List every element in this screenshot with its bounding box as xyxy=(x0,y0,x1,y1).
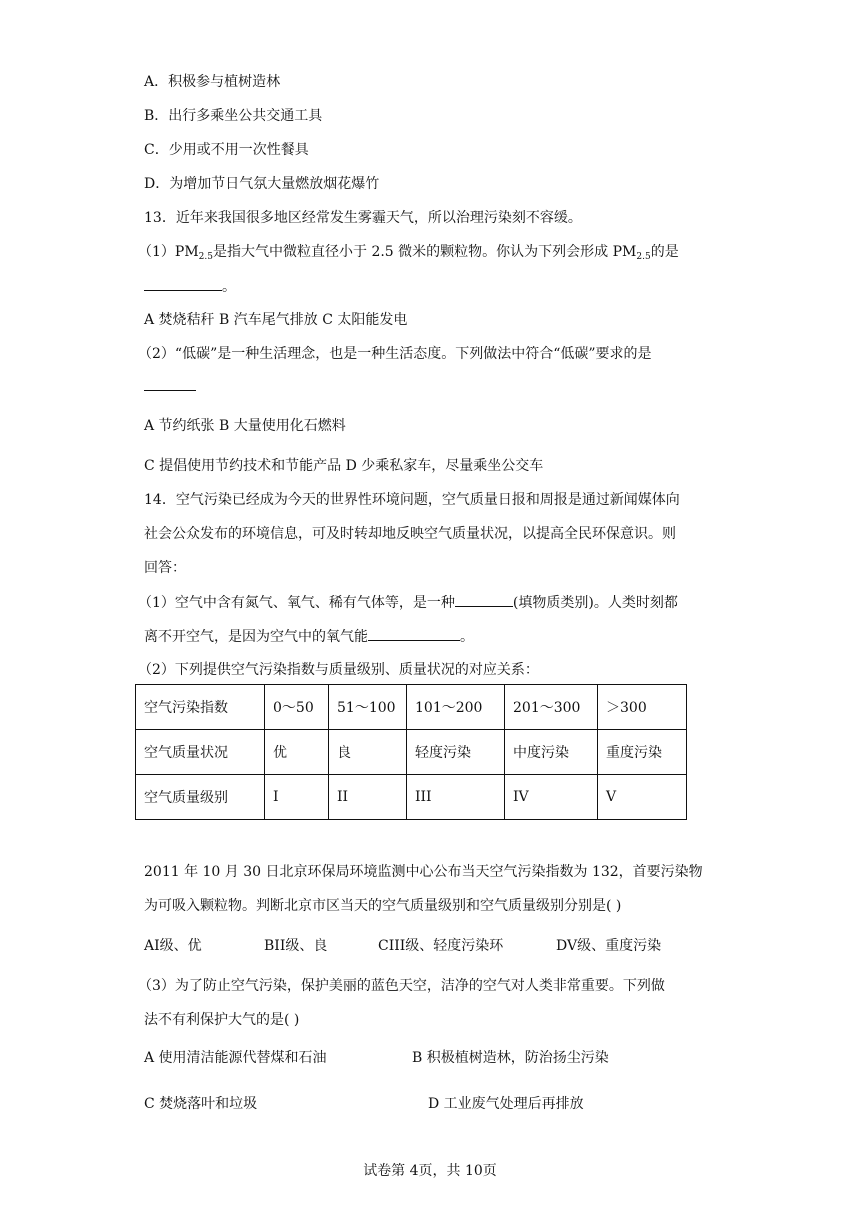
table-cell: II xyxy=(329,775,407,820)
table-cell: 中度污染 xyxy=(505,730,598,775)
answer-blank[interactable] xyxy=(368,626,460,641)
table-row xyxy=(136,685,687,730)
q13-part1 xyxy=(138,242,679,264)
q13-part2-blank-line xyxy=(144,376,196,397)
q14-part1-a xyxy=(138,592,678,613)
q14-part3-option-c: C 焚烧落叶和垃圾 xyxy=(144,1096,258,1112)
option-d: D．为增加节日气氛大量燃放烟花爆竹 xyxy=(144,176,380,192)
q14-part1-b-post: 。 xyxy=(460,629,474,645)
q13-part1-tail: 。 xyxy=(222,279,236,295)
answer-blank[interactable] xyxy=(144,376,196,391)
q14-part2-option-c: CIII级、轻度污染环 xyxy=(378,938,504,954)
table-row xyxy=(136,775,687,820)
q13-part2-options-2: C 提倡使用节约技术和节能产品 D 少乘私家车，尽量乘坐公交车 xyxy=(144,458,544,474)
table-cell: 良 xyxy=(329,730,407,775)
option-c: C．少用或不用一次性餐具 xyxy=(144,142,309,158)
q14-part2-option-d: DV级、重度污染 xyxy=(556,938,662,954)
q14-part2-intro: （2）下列提供空气污染指数与质量级别、质量状况的对应关系： xyxy=(138,662,539,678)
option-a: A．积极参与植树造林 xyxy=(144,74,281,90)
q14-part2-text-1: 2011 年 10 月 30 日北京环保局环境监测中心公布当天空气污染指数为 132，首要污染物 xyxy=(144,864,703,880)
table-cell: 0～50 xyxy=(265,685,329,730)
q13-part1-mid: 是指大气中微粒直径小于 2.5 微米的颗粒物。你认为下列会形成 PM xyxy=(213,244,637,260)
q14-part2-option-b: BII级、良 xyxy=(264,938,328,954)
q13-part1-end: 的是 xyxy=(650,244,679,260)
option-b: B．出行多乘坐公共交通工具 xyxy=(144,108,323,124)
table-cell: 51～100 xyxy=(329,685,407,730)
table-cell: III xyxy=(407,775,505,820)
q13-part1-blank-line xyxy=(144,276,236,297)
q14-part3-option-d: D 工业废气处理后再排放 xyxy=(428,1096,584,1112)
q13-part1-sub2: 2.5 xyxy=(636,252,651,262)
q14-part3-1: （3）为了防止空气污染，保护美丽的蓝色天空，洁净的空气对人类非常重要。下列做 xyxy=(138,978,665,994)
q14-stem-3: 回答： xyxy=(144,560,186,576)
q13-part1-options: A 焚烧秸秆 B 汽车尾气排放 C 太阳能发电 xyxy=(144,312,408,328)
q14-part1-b-pre: 离不开空气，是因为空气中的氧气能 xyxy=(144,629,368,645)
table-cell: 空气质量级别 xyxy=(136,775,265,820)
q14-part3-option-b: B 积极植树造林，防治扬尘污染 xyxy=(412,1050,609,1066)
table-cell: 优 xyxy=(265,730,329,775)
table-cell: 重度污染 xyxy=(598,730,687,775)
q13-part1-pre: （1）PM xyxy=(138,244,199,260)
table-cell: 101～200 xyxy=(407,685,505,730)
table-cell: 空气污染指数 xyxy=(136,685,265,730)
table-row xyxy=(136,730,687,775)
q13-part2: （2）“低碳”是一种生活理念，也是一种生活态度。下列做法中符合“低碳”要求的是 xyxy=(138,346,652,362)
q14-part1-a-pre: （1）空气中含有氮气、氧气、稀有气体等，是一种 xyxy=(138,595,455,611)
table-cell: I xyxy=(265,775,329,820)
page-footer: 试卷第 4页，共 10页 xyxy=(363,1163,497,1179)
q13-stem: 13．近年来我国很多地区经常发生雾霾天气，所以治理污染刻不容缓。 xyxy=(144,210,582,226)
q14-stem-2: 社会公众发布的环境信息，可及时转却地反映空气质量状况，以提高全民环保意识。则 xyxy=(144,526,676,542)
q14-part2-option-a: AI级、优 xyxy=(144,938,202,954)
air-quality-table xyxy=(135,684,687,820)
table-cell: 轻度污染 xyxy=(407,730,505,775)
q13-part2-options-1: A 节约纸张 B 大量使用化石燃料 xyxy=(144,418,346,434)
table-cell: 201～300 xyxy=(505,685,598,730)
answer-blank[interactable] xyxy=(455,592,513,607)
q14-part2-text-2: 为可吸入颗粒物。判断北京市区当天的空气质量级别和空气质量级别分别是( ) xyxy=(144,898,622,914)
q14-part3-2: 法不有利保护大气的是( ) xyxy=(144,1012,300,1028)
table-cell: IV xyxy=(505,775,598,820)
table-cell: 空气质量状况 xyxy=(136,730,265,775)
q14-part1-b xyxy=(144,626,474,647)
answer-blank[interactable] xyxy=(144,276,222,291)
q13-part1-sub: 2.5 xyxy=(198,252,213,262)
q14-part3-option-a: A 使用清洁能源代替煤和石油 xyxy=(144,1050,327,1066)
q14-stem-1: 14．空气污染已经成为今天的世界性环境问题，空气质量日报和周报是通过新闻媒体向 xyxy=(144,492,680,508)
table-cell: V xyxy=(598,775,687,820)
q14-part1-a-post: (填物质类别)。人类时刻都 xyxy=(512,595,678,611)
table-cell: ＞300 xyxy=(598,685,687,730)
